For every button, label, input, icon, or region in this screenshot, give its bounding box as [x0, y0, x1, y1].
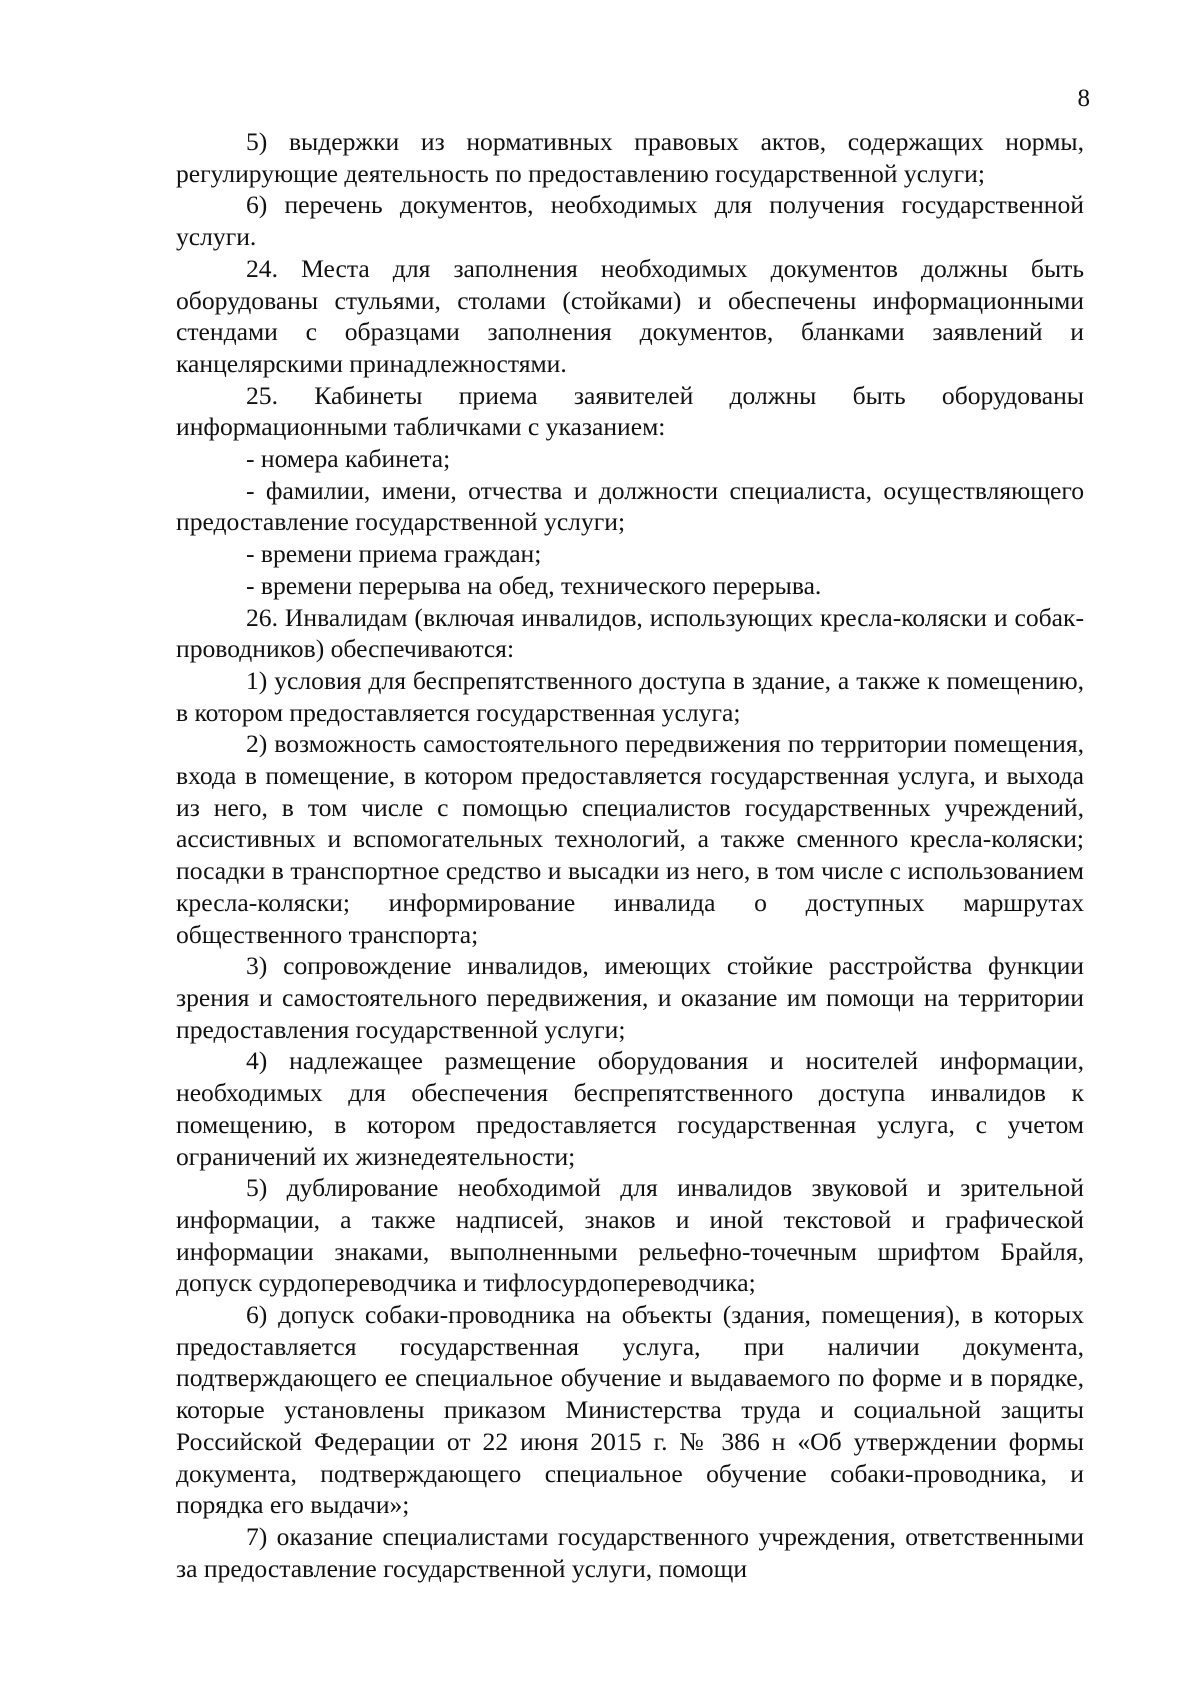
list-item-office-number: - номера кабинета; — [246, 444, 451, 474]
paragraph-26-disabled-access: 26. Инвалидам (включая инвалидов, использующих кресла-коляски и собак-проводников) обеспечиваются: — [176, 602, 1084, 664]
paragraph-item-3-escort: 3) сопровождение инвалидов, имеющих стойкие расстройства функции зрения и самостоятельного передвижения, и оказание им помощи на территории предоставления государственной услуги; — [176, 951, 1084, 1044]
paragraph-item-6-documents-list: 6) перечень документов, необходимых для получения государственной услуги. — [176, 190, 1084, 252]
list-item-reception-hours: - времени приема граждан; — [246, 539, 542, 569]
document-body — [176, 126, 1084, 1584]
paragraph-item-7-assistance: 7) оказание специалистами государственного учреждения, ответственными за предоставление государственной услуги, помощи — [176, 1521, 1084, 1583]
list-item-break-time: - времени перерыва на обед, технического перерыва. — [246, 570, 822, 600]
paragraph-item-6-guide-dog: 6) допуск собаки-проводника на объекты (здания, помещения), в которых предоставляется государственная услуга, при наличии документа, подтверждающего ее специальное обучение и выдаваемого по форме и в порядке, которые установлены приказом Министерства труда и социальной защиты Российской Федерации от 22 июня 2015 г. № 386 н «Об утверждении формы документа, подтверждающего специальное обучение собаки-проводника, и порядка его выдачи»; — [176, 1300, 1084, 1520]
paragraph-24-filling-places: 24. Места для заполнения необходимых документов должны быть оборудованы стульями, столами (стойками) и обеспечены информационными стендами с образцами заполнения документов, бланками заявлений и канцелярскими принадлежностями. — [176, 253, 1084, 378]
paragraph-item-5-excerpts: 5) выдержки из нормативных правовых актов, содержащих нормы, регулирующие деятельность по предоставлению государственной услуги; — [176, 127, 1084, 188]
paragraph-item-4-equipment: 4) надлежащее размещение оборудования и носителей информации, необходимых для обеспечения беспрепятственного доступа инвалидов к помещению, в котором предоставляется государственная услуга, с учетом ограничений их жизнедеятельности; — [176, 1046, 1084, 1171]
paragraph-item-5-duplication: 5) дублирование необходимой для инвалидов звуковой и зрительной информации, а также надписей, знаков и иной текстовой и графической информации знаками, выполненными рельефно-точечным шрифтом Брайля, допуск сурдопереводчика и тифлосурдопереводчика; — [176, 1173, 1084, 1298]
paragraph-item-1-access-conditions: 1) условия для беспрепятственного доступа в здание, а также к помещению, в котором предоставляется государственная услуга; — [176, 665, 1084, 727]
paragraph-item-2-movement: 2) возможность самостоятельного передвижения по территории помещения, входа в помещение, в котором предоставляется государственная услуга, и выхода из него, в том числе с помощью специалистов государственных учреждений, ассистивных и вспомогательных технологий, а также сменного кресла-коляски; посадки в транспортное средство и высадки из него, в том числе с использованием кресла-коляски; информирование инвалида о доступных маршрутах общественного транспорта; — [176, 729, 1084, 949]
page-number: 8 — [1077, 85, 1090, 112]
paragraph-25-offices: 25. Кабинеты приема заявителей должны быть оборудованы информационными табличками с указанием: — [176, 380, 1084, 442]
list-item-specialist-name: - фамилии, имени, отчества и должности специалиста, осуществляющего предоставление государственной услуги; — [176, 475, 1084, 537]
